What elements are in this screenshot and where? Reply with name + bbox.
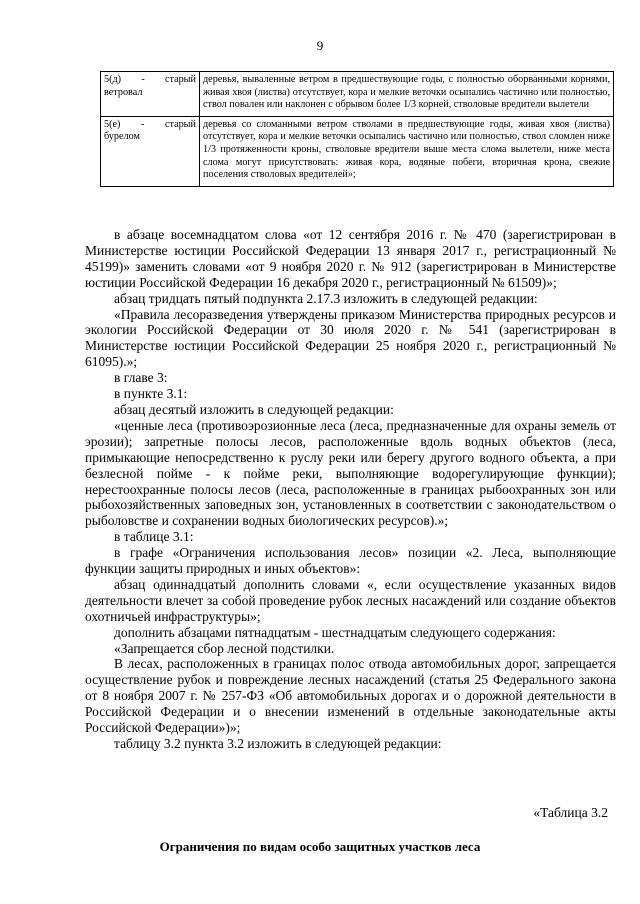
table-cell-definition: деревья со сломанными ветром стволами в предшествующие годы, живая хвоя (листва) отсутствует, кора и мелкие веточки осыпались частично или полностью, ствол сломлен ниже 1/3 протяженности кроны, стволовые вредители выше места слома вылетели, ниже места слома могут присутствовать: живая кора, водяные побеги, вторичная крона, свежие поселения стволовых вредителей»;	[200, 116, 614, 186]
term-dash: -	[140, 118, 145, 130]
paragraph: абзац тридцать пятый подпункта 2.17.3 изложить в следующей редакции:	[114, 290, 538, 306]
section-heading: Ограничения по видам особо защитных участков леса	[159, 839, 481, 854]
paragraph: в абзаце восемнадцатом слова «от 12 сентября 2016 г. № 470 (зарегистрирован в Министерстве юстиции Российской Федерации 13 января 2017 г., регистрационный № 45199)» заменить словами «от 9 ноября 2020 г. № 912 (зарегистрирован в Министерстве юстиции Российской Федерации 16 декабря 2020 г., регистрационный № 61509)»;	[85, 227, 616, 290]
paragraph: «Запрещается сбор лесной подстилки.	[114, 640, 335, 656]
term-word: старый	[164, 74, 196, 85]
term-dash: -	[141, 74, 145, 85]
paragraph: в пункте 3.1:	[114, 386, 188, 402]
term-code: 5(е)	[104, 118, 121, 130]
definitions-table	[100, 71, 614, 187]
term-word: старый	[164, 118, 196, 130]
term-word: ветровал	[104, 86, 143, 98]
term-code: 5(д)	[104, 74, 122, 85]
paragraph: дополнить абзацами пятнадцатым - шестнадцатым следующего содержания:	[114, 624, 556, 640]
page-number: 9	[316, 38, 324, 53]
term-word: бурелом	[104, 131, 140, 143]
paragraph: в графе «Ограничения использования лесов» позиции «2. Леса, выполняющие функции защиты природных и иных объектов»:	[85, 545, 616, 577]
paragraph: «Правила лесоразведения утверждены приказом Министерства природных ресурсов и экологии Российской Федерации от 30 июля 2020 г. № 541 (зарегистрирован в Министерстве юстиции Российской Федерации 25 ноября 2020 г., регистрационный № 61095).»;	[85, 306, 616, 370]
table-cell-term	[101, 72, 200, 117]
paragraph: таблицу 3.2 пункта 3.2 изложить в следующей редакции:	[114, 736, 442, 751]
table-caption: «Таблица 3.2	[533, 805, 608, 820]
table-row	[101, 116, 614, 186]
paragraph: В лесах, расположенных в границах полос отвода автомобильных дорог, запрещается осуществление рубок и повреждение лесных насаждений (статья 25 Федерального закона от 8 ноября 2007 г. № 257-ФЗ «Об автомобильных дорогах и о дорожной деятельности в Российской Федерации и о внесении изменений в отдельные законодательные акты Российской Федерации»)»;	[85, 656, 616, 736]
paragraph: «ценные леса (противоэрозионные леса (леса, предназначенные для охраны земель от эрозии); запретные полосы лесов, расположенные вдоль водных объектов (леса, примыкающие непосредственно к руслу реки или берегу другого водного объекта, а при безлесной пойме - к пойме реки, выполняющие водорегулирующие функции); нерестоохранные полосы лесов (леса, расположенные в границах рыбоохранных зон или рыбохозяйственных заповедных зон, установленных в соответствии с законодательством о рыболовстве и сохранении водных биологических ресурсов).»;	[85, 417, 616, 529]
paragraph: в таблице 3.1:	[114, 529, 194, 545]
table-row	[101, 72, 614, 117]
table-cell-term	[101, 116, 200, 186]
document-body	[85, 227, 616, 752]
table-cell-definition: деревья, вываленные ветром в предшествующие годы, с полностью оборванными корнями, живая хвоя (листва) отсутствует, кора и мелкие веточки осыпались частично или полностью, ствол повален или наклонен с обрывом более 1/3 корней, стволовые вредители вылетели	[200, 72, 614, 117]
paragraph: абзац десятый изложить в следующей редакции:	[114, 401, 394, 417]
paragraph: абзац одиннадцатый дополнить словами «, если осуществление указанных видов деятельности влечет за собой проведение рубок лесных насаждений или создание объектов охотничьей инфраструктуры»;	[85, 576, 616, 624]
paragraph: в главе 3:	[114, 370, 168, 386]
